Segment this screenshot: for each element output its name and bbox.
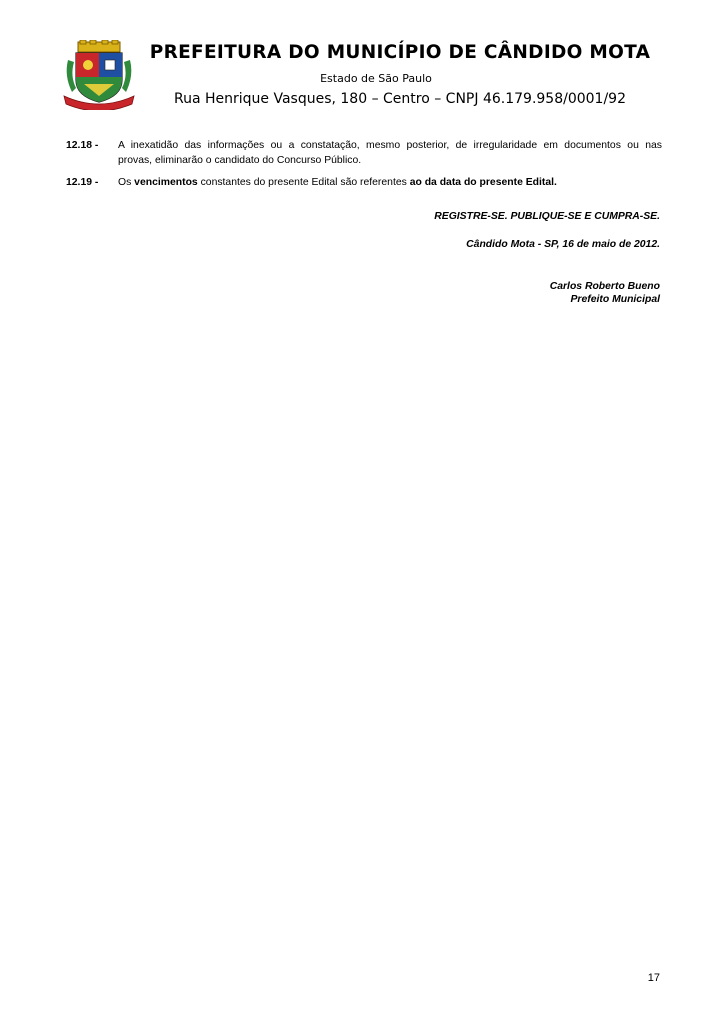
clause-text	[118, 138, 662, 168]
signer-name: Carlos Roberto Bueno	[549, 281, 660, 292]
clause-text-middle: constantes do presente Edital são referentes	[197, 177, 410, 188]
place-date-line: Cândido Mota - SP, 16 de maio de 2012.	[466, 239, 660, 250]
clause-text-line-1: A inexatidão das informações ou a constatação, mesmo posterior, de irregularidade em documentos ou nas	[118, 140, 662, 151]
address-line: Rua Henrique Vasques, 180 – Centro – CNPJ 46.179.958/0001/92	[173, 91, 626, 107]
clause-text-prefix: Os	[118, 177, 135, 188]
register-publish-statement: REGISTRE-SE. PUBLIQUE-SE E CUMPRA-SE.	[434, 211, 660, 222]
signer-title: Prefeito Municipal	[570, 294, 660, 305]
clause-12-18	[66, 138, 662, 170]
document-header	[0, 0, 728, 120]
clause-text-line-2: provas, eliminarão o candidato do Concurso Público.	[118, 155, 362, 166]
clause-text-bold-salaries: vencimentos	[134, 177, 198, 188]
municipality-title: PREFEITURA DO MUNICÍPIO DE CÂNDIDO MOTA	[149, 42, 651, 63]
clause-number: 12.18 -	[66, 140, 99, 151]
clause-text	[118, 175, 662, 190]
page-number: 17	[647, 972, 660, 984]
state-line: Estado de São Paulo	[320, 72, 432, 85]
clause-number: 12.19 -	[66, 177, 99, 188]
clause-12-19	[66, 175, 662, 191]
clause-text-bold-date: ao da data do presente Edital.	[409, 177, 557, 188]
